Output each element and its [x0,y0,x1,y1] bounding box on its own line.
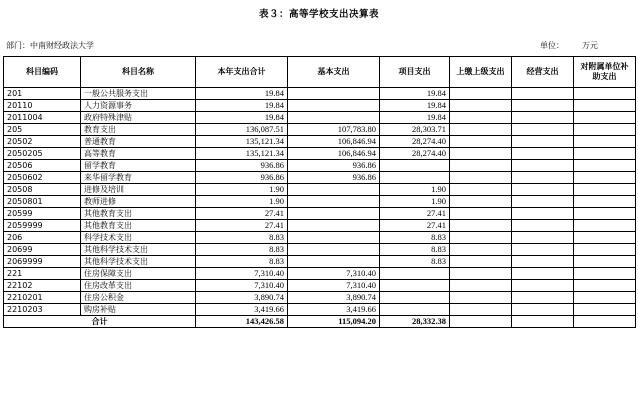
cell-superior [450,124,512,136]
cell-name: 其他科学技术支出 [81,256,196,268]
cell-subsidy [574,244,636,256]
cell-superior [450,88,512,100]
table-row [4,232,636,244]
department-label: 部门：中南财经政法大学 [6,41,94,50]
cell-project: 28,274.40 [380,148,450,160]
cell-project: 8.83 [380,256,450,268]
cell-subsidy [574,172,636,184]
cell-code: 2050801 [4,196,81,208]
cell-subsidy [574,220,636,232]
cell-subsidy [574,280,636,292]
cell-superior [450,256,512,268]
cell-business [512,136,574,148]
table-row [4,88,636,100]
cell-basic [288,112,380,124]
cell-code: 20508 [4,184,81,196]
cell-project: 28,274.40 [380,136,450,148]
unit-value: 万元 [582,41,598,50]
cell-code: 20699 [4,244,81,256]
cell-basic [288,88,380,100]
cell-business [512,232,574,244]
cell-project: 8.83 [380,244,450,256]
cell-code: 20599 [4,208,81,220]
table-row [4,220,636,232]
cell-superior [450,268,512,280]
cell-total: 936.86 [196,160,288,172]
table-row [4,100,636,112]
cell-superior [450,208,512,220]
cell-total: 936.86 [196,172,288,184]
cell-total: 3,890.74 [196,292,288,304]
cell-project [380,280,450,292]
cell-superior [450,100,512,112]
table-body [4,88,636,316]
cell-basic: 3,890.74 [288,292,380,304]
header-subsidy: 对附属单位补助支出 [574,57,636,88]
cell-total: 135,121.34 [196,148,288,160]
cell-name: 其他科学技术支出 [81,244,196,256]
total-cell-basic: 115,094.20 [288,316,380,328]
cell-code: 2210201 [4,292,81,304]
total-row [4,316,636,328]
cell-code: 20502 [4,136,81,148]
cell-project: 27.41 [380,220,450,232]
header-project: 项目支出 [380,57,450,88]
cell-total: 19.84 [196,88,288,100]
cell-subsidy [574,256,636,268]
cell-project: 1.90 [380,196,450,208]
cell-subsidy [574,112,636,124]
cell-basic: 106,846.94 [288,136,380,148]
cell-name: 住房公积金 [81,292,196,304]
cell-name: 政府特殊津贴 [81,112,196,124]
cell-project [380,268,450,280]
cell-superior [450,148,512,160]
cell-business [512,244,574,256]
cell-total: 7,310.40 [196,280,288,292]
total-label: 合计 [4,316,196,328]
cell-business [512,88,574,100]
cell-basic: 7,310.40 [288,280,380,292]
cell-business [512,172,574,184]
cell-project [380,304,450,316]
table-row [4,148,636,160]
cell-basic [288,220,380,232]
cell-business [512,196,574,208]
cell-business [512,124,574,136]
cell-subsidy [574,304,636,316]
table-row [4,124,636,136]
header-business: 经营支出 [512,57,574,88]
cell-name: 来华留学教育 [81,172,196,184]
cell-total: 136,087.51 [196,124,288,136]
table-row [4,208,636,220]
cell-name: 高等教育 [81,148,196,160]
cell-code: 20506 [4,160,81,172]
table-row [4,304,636,316]
cell-name: 科学技术支出 [81,232,196,244]
total-cell-business [512,316,574,328]
table-row [4,268,636,280]
cell-code: 206 [4,232,81,244]
cell-code: 2210203 [4,304,81,316]
cell-total: 8.83 [196,232,288,244]
cell-business [512,220,574,232]
cell-code: 22102 [4,280,81,292]
header-code: 科目编码 [4,57,81,88]
table-row [4,172,636,184]
table-row [4,292,636,304]
cell-basic [288,256,380,268]
cell-subsidy [574,268,636,280]
cell-business [512,304,574,316]
cell-code: 221 [4,268,81,280]
cell-basic: 936.86 [288,160,380,172]
cell-subsidy [574,208,636,220]
cell-subsidy [574,100,636,112]
cell-subsidy [574,88,636,100]
cell-total: 27.41 [196,208,288,220]
cell-subsidy [574,292,636,304]
cell-name: 普通教育 [81,136,196,148]
table-row [4,112,636,124]
cell-name: 住房改革支出 [81,280,196,292]
cell-total: 8.83 [196,256,288,268]
cell-superior [450,136,512,148]
cell-business [512,184,574,196]
total-cell-superior [450,316,512,328]
cell-total: 1.90 [196,184,288,196]
cell-name: 教师进修 [81,196,196,208]
cell-project: 19.84 [380,112,450,124]
cell-basic: 106,846.94 [288,148,380,160]
cell-superior [450,232,512,244]
cell-code: 20110 [4,100,81,112]
header-superior: 上缴上级支出 [450,57,512,88]
cell-superior [450,160,512,172]
cell-superior [450,220,512,232]
cell-basic [288,100,380,112]
cell-basic [288,184,380,196]
cell-total: 8.83 [196,244,288,256]
total-cell-total: 143,426.58 [196,316,288,328]
cell-subsidy [574,184,636,196]
cell-business [512,112,574,124]
cell-code: 205 [4,124,81,136]
cell-business [512,100,574,112]
cell-basic [288,208,380,220]
cell-subsidy [574,148,636,160]
cell-business [512,148,574,160]
cell-project [380,172,450,184]
cell-project: 8.83 [380,232,450,244]
cell-superior [450,112,512,124]
cell-total: 135,121.34 [196,136,288,148]
cell-subsidy [574,232,636,244]
cell-name: 其他教育支出 [81,220,196,232]
cell-total: 7,310.40 [196,268,288,280]
cell-code: 2059999 [4,220,81,232]
cell-name: 其他教育支出 [81,208,196,220]
cell-total: 19.84 [196,112,288,124]
cell-code: 201 [4,88,81,100]
total-cell-project: 28,332.38 [380,316,450,328]
cell-basic: 7,310.40 [288,268,380,280]
unit-label [540,40,598,51]
table-row [4,184,636,196]
cell-code: 2069999 [4,256,81,268]
table-row [4,280,636,292]
cell-superior [450,172,512,184]
cell-business [512,292,574,304]
table-row [4,256,636,268]
table-row [4,136,636,148]
cell-business [512,256,574,268]
total-cell-subsidy [574,316,636,328]
report-title: 表３：高等学校支出决算表 [258,9,379,20]
cell-superior [450,244,512,256]
cell-superior [450,304,512,316]
cell-subsidy [574,196,636,208]
cell-basic: 936.86 [288,172,380,184]
cell-code: 2050602 [4,172,81,184]
cell-subsidy [574,124,636,136]
cell-name: 一般公共服务支出 [81,88,196,100]
table-header-row [4,57,636,88]
cell-name: 留学教育 [81,160,196,172]
cell-total: 19.84 [196,100,288,112]
cell-basic [288,196,380,208]
cell-superior [450,196,512,208]
cell-name: 住房保障支出 [81,268,196,280]
cell-business [512,208,574,220]
cell-project: 1.90 [380,184,450,196]
cell-business [512,160,574,172]
cell-basic: 107,783.80 [288,124,380,136]
cell-project [380,292,450,304]
cell-business [512,280,574,292]
cell-project: 27.41 [380,208,450,220]
cell-name: 进修及培训 [81,184,196,196]
cell-name: 人力资源事务 [81,100,196,112]
cell-basic: 3,419.66 [288,304,380,316]
cell-basic [288,244,380,256]
cell-project [380,160,450,172]
cell-name: 教育支出 [81,124,196,136]
cell-project: 28,303.71 [380,124,450,136]
cell-subsidy [574,136,636,148]
cell-total: 3,419.66 [196,304,288,316]
expenditure-table [3,56,636,328]
cell-basic [288,232,380,244]
header-basic: 基本支出 [288,57,380,88]
table-row [4,196,636,208]
cell-superior [450,280,512,292]
cell-total: 27.41 [196,220,288,232]
cell-project: 19.84 [380,100,450,112]
cell-superior [450,292,512,304]
table-row [4,160,636,172]
cell-name: 购房补贴 [81,304,196,316]
header-total: 本年支出合计 [196,57,288,88]
unit-caption: 单位： [540,41,564,50]
cell-business [512,268,574,280]
cell-code: 2050205 [4,148,81,160]
cell-superior [450,184,512,196]
cell-total: 1.90 [196,196,288,208]
cell-project: 19.84 [380,88,450,100]
cell-code: 2011004 [4,112,81,124]
table-row [4,244,636,256]
header-name: 科目名称 [81,57,196,88]
cell-subsidy [574,160,636,172]
